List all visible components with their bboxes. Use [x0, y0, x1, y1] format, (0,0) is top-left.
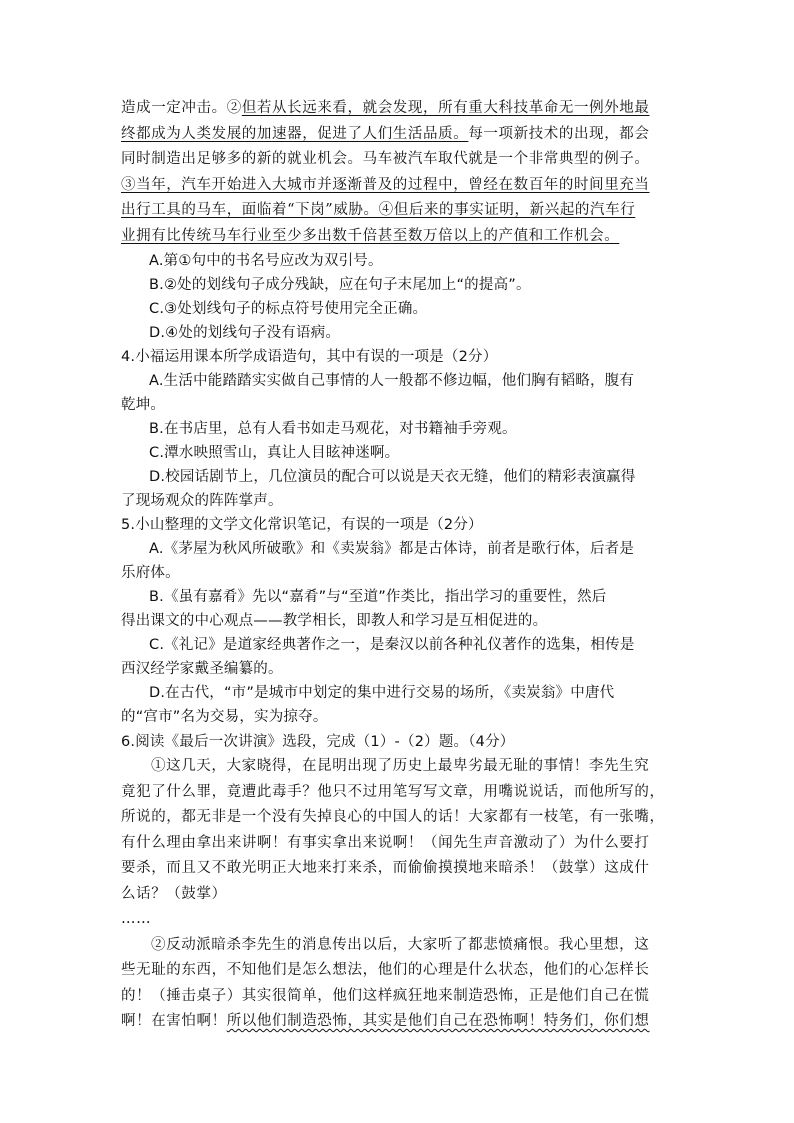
q6-p1-line-4: 有什么理由拿出来讲啊！有事实拿出来说啊！（闻先生声音激动了）为什么要打 [121, 834, 650, 851]
q5-option-d: D.在古代，“市”是城市中划定的集中进行交易的场所，《卖炭翁》中唐代 [149, 685, 615, 701]
passage-line-2: 终都成为人类发展的加速器，促进了人们生活品质。每一项新技术的出现，都会 [121, 125, 650, 142]
underlined-sentence-4: 但后来的事实证明，新兴起的汽车行 [393, 202, 636, 218]
q5-stem: 5.小山整理的文学文化常识笔记，有误的一项是（2分） [121, 517, 483, 533]
passage-continuation [121, 96, 675, 249]
q5-option-b-cont: 得出课文的中心观点——教学相长，即教人和学习是互相促进的。 [121, 613, 548, 629]
q5-option-c: C.《礼记》是道家经典著作之一，是秦汉以前各种礼仪著作的选集，相传是 [149, 637, 635, 653]
q6-stem: 6.阅读《最后一次讲演》选段，完成（1）-（2）题。（4分） [121, 734, 515, 750]
q6-p1-line-5: 要杀，而且又不敢光明正大地来打来杀，而偷偷摸摸地来暗杀！（鼓掌）这成什 [121, 860, 650, 876]
passage-line-1: 造成一定冲击。②但若从长远来看，就会发现，所有重大科技革命无一例外地最 [121, 100, 650, 116]
q3-option-c: C.③处划线句子的标点符号使用完全正确。 [149, 301, 428, 317]
q4-option-c: C.潭水映照雪山，真让人目眩神迷啊。 [149, 445, 400, 461]
q4-option-b: B.在书店里，总有人看书如走马观花，对书籍袖手旁观。 [149, 421, 517, 437]
q6-p2-line-2: 些无耻的东西，不知他们是怎么想法，他们的心理是什么状态，他们的心怎样长 [121, 962, 650, 978]
underlined-sentence-2-end: 终都成为人类发展的加速器，促进了人们生活品质。 [121, 125, 469, 142]
q6-p2-line-3: 的！（捶击桌子）其实很简单，他们这样疯狂地来制造恐怖，正是他们自己在慌 [121, 987, 650, 1004]
q4-option-a: A.生活中能踏踏实实做自己事情的人一般都不修边幅，他们胸有韬略，腹有 [149, 373, 635, 389]
q6-p1-line-6: 么话？（鼓掌） [121, 885, 227, 902]
q3-option-a: A.第①句中的书名号应改为双引号。 [149, 253, 383, 269]
q5-option-b: B.《虽有嘉肴》先以“嘉肴”与“至道”作类比，指出学习的重要性，然后 [149, 589, 607, 605]
q4-option-a-cont: 乾坤。 [121, 397, 166, 413]
q5-option-a-cont: 乐府体。 [121, 565, 180, 581]
question-3-options [121, 249, 675, 345]
q5-option-a: A.《茅屋为秋风所破歌》和《卖炭翁》都是古体诗，前者是歌行体，后者是 [149, 541, 635, 557]
q4-stem: 4.小福运用课本所学成语造句，其中有误的一项是（2分） [121, 349, 498, 365]
q6-wavy-underlined-sentence: 所以他们制造恐怖，其实是他们自己在恐怖啊！特务们，你们想 [226, 1013, 650, 1029]
underlined-sentence-2: 但若从长远来看，就会发现，所有重大科技革命无一例外地最 [241, 100, 650, 116]
question-6 [121, 730, 675, 754]
q6-p1-line-2: 竟犯了什么罪，竟遭此毒手？他只不过用笔写写文章，用嘴说说话，而他所写的， [121, 783, 665, 800]
question-4 [121, 345, 675, 513]
passage-line-5: 出行工具的马车，面临着“下岗”威胁。④但后来的事实证明，新兴起的汽车行 [121, 202, 636, 218]
q6-p2-line-4: 啊！在害怕啊！所以他们制造恐怖，其实是他们自己在恐怖啊！特务们，你们想 [121, 1013, 650, 1029]
q6-p1-line-3: 所说的，都无非是一个没有失掉良心的中国人的话！大家都有一枝笔，有一张嘴， [121, 809, 665, 825]
q3-option-d: D.④处的划线句子没有语病。 [149, 325, 341, 341]
question-5 [121, 513, 675, 729]
q4-option-d-cont: 了现场观众的阵阵掌声。 [121, 493, 283, 509]
q5-option-c-cont: 西汉经学家戴圣编纂的。 [121, 661, 283, 677]
q5-option-d-cont: 的“宫市”名为交易，实为掠夺。 [121, 709, 328, 725]
q4-option-d: D.校园话剧节上，几位演员的配合可以说是天衣无缝，他们的精彩表演赢得 [149, 469, 636, 485]
underlined-sentence-4-end: 业拥有比传统马车行业至少多出数千倍甚至数万倍以上的产值和工作机会。 [121, 227, 620, 244]
q6-passage [121, 754, 675, 1035]
q6-ellipsis: …… [121, 911, 152, 927]
q3-option-b: B.②处的划线句子成分残缺，应在句子末尾加上“的提高”。 [149, 277, 531, 293]
underlined-sentence-3: ③当年，汽车开始进入大城市并逐渐普及的过程中，曾经在数百年的时间里充当 [121, 176, 650, 193]
q6-p1-line-1: ①这几天，大家晓得，在昆明出现了历史上最卑劣最无耻的事情！李先生究 [151, 758, 650, 774]
passage-line-3: 同时制造出足够多的新的就业机会。马车被汽车取代就是一个非常典型的例子。 [121, 151, 650, 167]
q6-p2-line-1: ②反动派暗杀李先生的消息传出以后，大家听了都悲愤痛恨。我心里想，这 [151, 936, 650, 953]
